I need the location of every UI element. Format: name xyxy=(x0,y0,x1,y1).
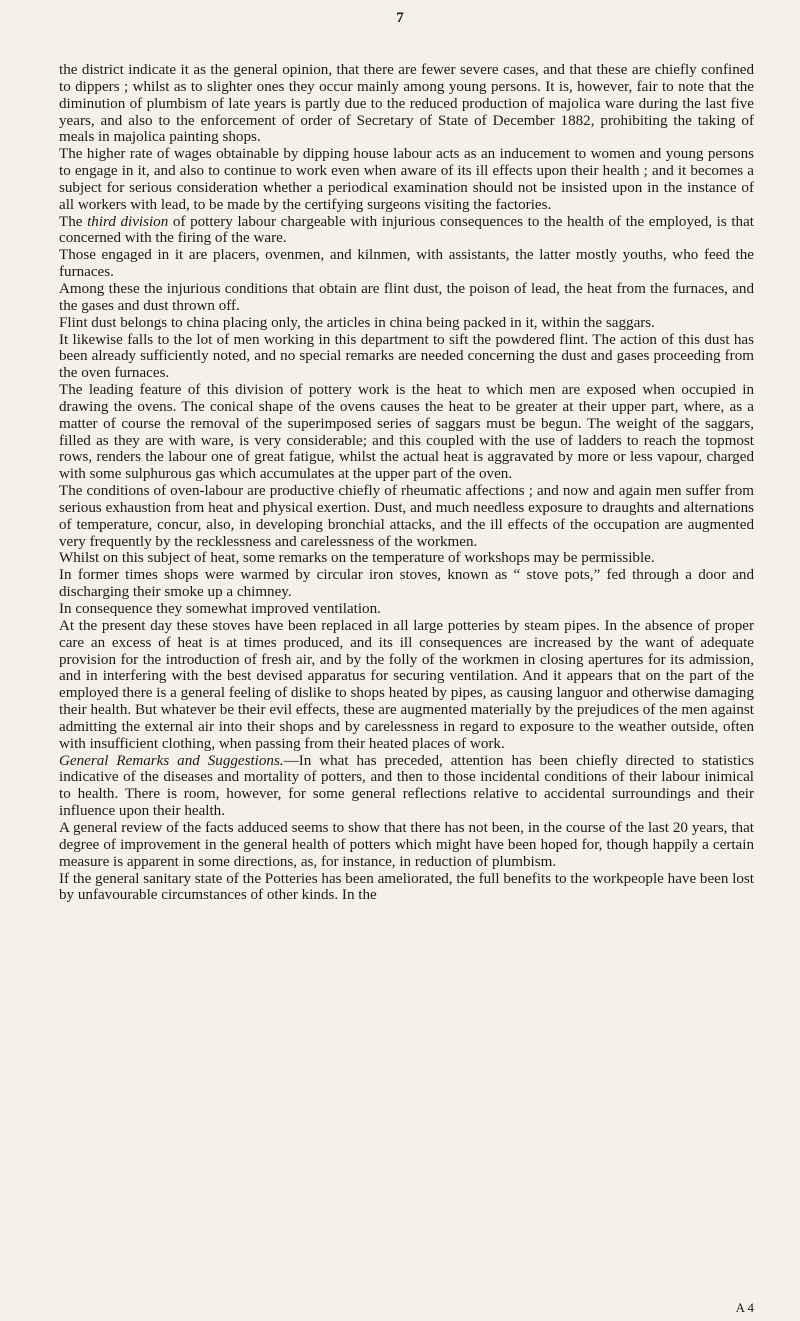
page-number: 7 xyxy=(396,10,404,26)
paragraph-8: The leading feature of this division of pottery work is the heat to which men are exposed when occupied in drawing the ovens. The conical shape of the ovens causes the heat to be greater at their upper part, where, as a matter of course the removal of the superimposed series of saggars must be begun. The weight of the saggars, filled as they are with ware, is very considerable; and this coupled with the use of ladders to reach the topmost rows, renders the labour one of great fatigue, whilst the actual heat is aggravated by more or less vapour, charged with some sulphurous gas which accumulates at the upper part of the oven. xyxy=(59,382,754,483)
paragraph-4: Those engaged in it are placers, ovenmen, and kilnmen, with assistants, the latter mostly youths, who feed the furnaces. xyxy=(59,247,754,281)
paragraph-6: Flint dust belongs to china placing only, the articles in china being packed in it, within the saggars. xyxy=(59,314,655,331)
paragraph-11: In former times shops were warmed by circular iron stoves, known as “ stove pots,” fed through a door and discharging their smoke up a chimney. xyxy=(59,567,754,601)
paragraph-7: It likewise falls to the lot of men working in this department to sift the powdered flint. The action of this dust has been already sufficiently noted, and no special remarks are needed concerning the dust and gases proceeding from the oven furnaces. xyxy=(59,331,754,382)
paragraph-14 xyxy=(59,753,754,820)
paragraph-9: The conditions of oven-labour are productive chiefly of rheumatic affections ; and now and again men suffer from serious exhaustion from heat and physical exertion. Dust, and much needless exposure to draughts and alternations of temperature, concur, also, in developing bronchial attacks, and the ill effects of the occupation are augmented very frequently by the recklessness and carelessness of the workmen. xyxy=(59,483,754,550)
paragraph-2: The higher rate of wages obtainable by dipping house labour acts as an inducement to women and young persons to engage in it, and also to continue to work even when aware of its ill effects upon their health ; and it becomes a subject for serious consideration whether a periodical examination should not be insisted upon in the instance of all workers with lead, to be made by the certifying surgeons visiting the factories. xyxy=(59,146,754,213)
paragraph-14-italic: General Remarks and Suggestions. xyxy=(59,752,284,769)
paragraph-16: If the general sanitary state of the Potteries has been ameliorated, the full benefits to the workpeople have been lost by unfavourable circumstances of other kinds. In the xyxy=(59,870,754,904)
paragraph-3 xyxy=(59,214,754,248)
paragraph-13: At the present day these stoves have been replaced in all large potteries by steam pipes. In the absence of proper care an excess of heat is at times produced, and its ill consequences are increased by the want of adequate provision for the introduction of fresh air, and by the folly of the workmen in closing apertures for its admission, and in interfering with the best devised apparatus for securing ventilation. And it appears that on the part of the employed there is a general feeling of dislike to shops heated by pipes, as causing languor and otherwise damaging their health. But whatever be their evil effects, these are augmented materially by the prejudices of the men against admitting the external air into their shops and by carelessness in regard to exposure to the weather outside, often with insufficient clothing, when passing from their heated places of work. xyxy=(59,617,754,752)
paragraph-3-lead: The xyxy=(59,213,88,230)
paragraph-3-rest: of pottery labour chargeable with injurious consequences to the health of the employed, is that concerned with the firing of the ware. xyxy=(59,213,754,247)
paragraph-1: the district indicate it as the general opinion, that there are fewer severe cases, and that these are chiefly confined to dippers ; whilst as to slighter ones they occur mainly among young persons. It is, however, fair to note that the diminution of plumbism of late years is partly due to the reduced production of majolica ware during the last five years, and also to the enforcement of order of Secretary of State of December 1882, prohibiting the taking of meals in majolica painting shops. xyxy=(59,62,754,146)
paragraph-15: A general review of the facts adduced seems to show that there has not been, in the course of the last 20 years, that degree of improvement in the general health of potters which might have been hoped for, though happily a certain measure is apparent in some directions, as, for instance, in reduction of plumbism. xyxy=(59,819,754,870)
body-text xyxy=(59,62,754,904)
paragraph-5: Among these the injurious conditions that obtain are flint dust, the poison of lead, the heat from the furnaces, and the gases and dust thrown off. xyxy=(59,280,754,314)
paragraph-3-italic: third division xyxy=(87,213,169,230)
paragraph-10: Whilst on this subject of heat, some remarks on the temperature of workshops may be permissible. xyxy=(59,550,655,567)
signature-mark: A 4 xyxy=(735,1300,754,1315)
paragraph-12: In consequence they somewhat improved ventilation. xyxy=(59,601,381,617)
paragraph-14-rest: —In what has preceded, attention has been chiefly directed to statistics indicative of the diseases and mortality of potters, and then to those incidental conditions of their labour inimical to health. There is room, however, for some general reflections relative to accidental surroundings and their influence upon their health. xyxy=(59,752,755,820)
